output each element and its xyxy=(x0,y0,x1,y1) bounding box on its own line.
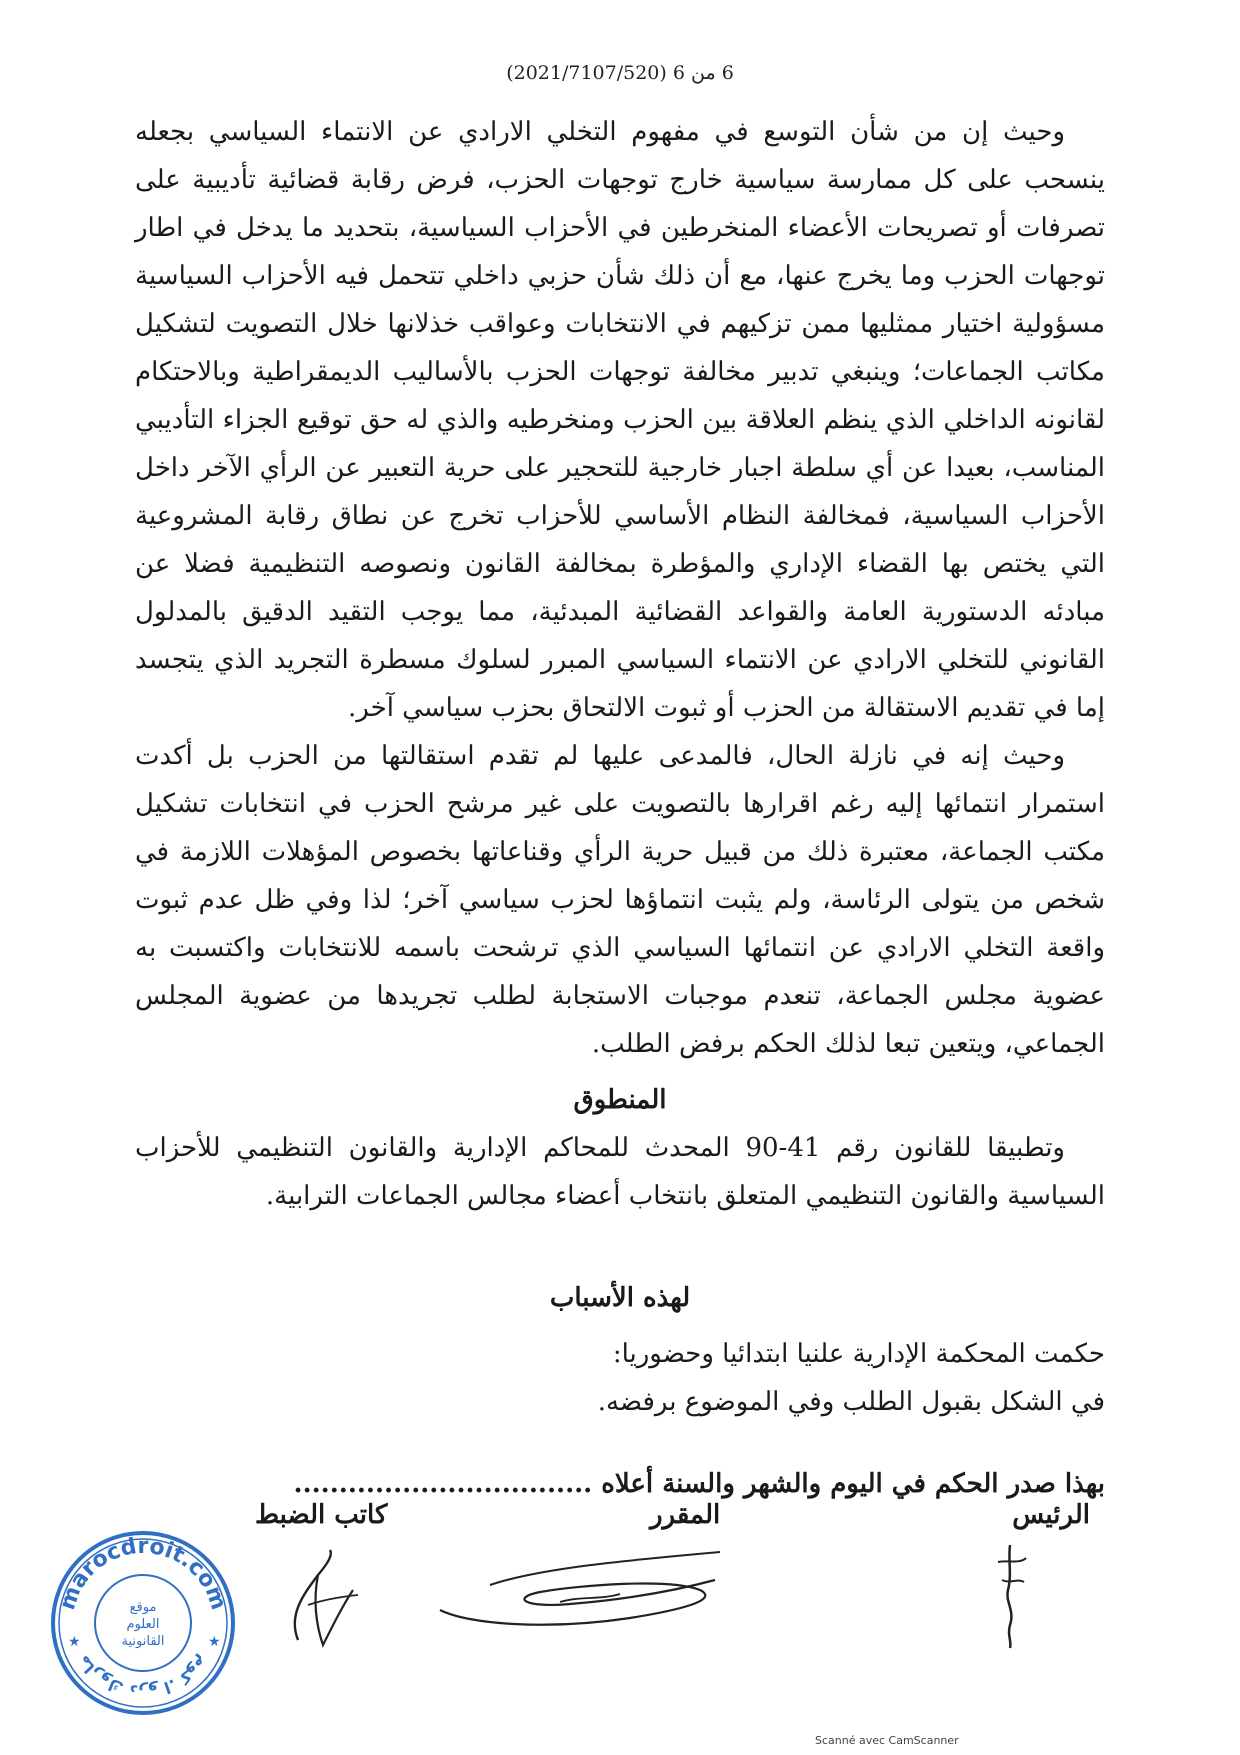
stamp-inner-line-2: العلوم xyxy=(126,1617,160,1632)
svg-text:ماروك درو ا. كوم xyxy=(73,1652,212,1701)
president-label: الرئيس xyxy=(1012,1500,1090,1530)
rapporteur-label: المقرر xyxy=(650,1500,721,1530)
ruling-block xyxy=(598,1330,1105,1426)
stamp-inner-line-1: موقع xyxy=(129,1600,157,1615)
reasoning-paragraph-2: وحيث إنه في نازلة الحال، فالمدعى عليها لم تقدم استقالتها من الحزب بل أكدت استمرار انتمائها إليه رغم اقرارها بالتصويت على غير مرشح الحزب في انتخابات تشكيل مكتب الجماعة، معتبرة ذلك من قبيل حرية الرأي وقناعاتها بخصوص المؤهلات اللازمة في شخص من يتولى الرئاسة، ولم يثبت انتماؤها لحزب سياسي آخر؛ لذا وفي ظل عدم ثبوت واقعة التخلي الارادي عن انتمائها السياسي الذي ترشحت باسمه للانتخابات واكتسبت به عضوية مجلس الجماعة، تنعدم موجبات الاستجابة لطلب تجريدها من عضوية المجلس الجماعي، ويتعين تبعا لذلك الحكم برفض الطلب. xyxy=(135,741,1105,1059)
judgment-body xyxy=(135,108,1105,1220)
reasoning-paragraph-1: وحيث إن من شأن التوسع في مفهوم التخلي الارادي عن الانتماء السياسي بجعله ينسحب على كل ممارسة سياسية خارج توجهات الحزب، فرض رقابة قضائية تأديبية على تصرفات أو تصريحات الأعضاء المنخرطين في الأحزاب السياسية، بتحديد ما يدخل في اطار توجهات الحزب وما يخرج عنها، مع أن ذلك شأن حزبي داخلي تتحمل فيه الأحزاب السياسية مسؤولية اختيار ممثليها ممن تزكيهم في الانتخابات وعواقب خذلانها خلال التصويت لتشكيل مكاتب الجماعات؛ وينبغي تدبير مخالفة توجهات الحزب بالأساليب الديمقراطية وبالاحتكام لقانونه الداخلي الذي ينظم العلاقة بين الحزب ومنخرطيه والذي له حق توقيع الجزاء التأديبي المناسب، بعيدا عن أي سلطة اجبار خارجية للتحجير على حرية التعبير عن الرأي الآخر داخل الأحزاب السياسية، فمخالفة النظام الأساسي للأحزاب تخرج عن نطاق رقابة المشروعية التي يختص بها القضاء الإداري والمؤطرة بمخالفة القانون ونصوصه التنظيمية فضلا عن مبادئه الدستورية العامة والقواعد القضائية المبدئية، مما يوجب التقيد الدقيق بالمدلول القانوني للتخلي الارادي عن الانتماء السياسي المبرر لسلوك مسطرة التجريد الذي يتجسد إما في تقديم الاستقالة من الحزب أو ثبوت الالتحاق بحزب سياسي آخر. xyxy=(135,117,1105,723)
stamp-outer-text: marocdroit.com xyxy=(55,1533,231,1614)
president-signature-icon xyxy=(980,1540,1040,1650)
issued-statement: بهذا صدر الحكم في اليوم والشهر والسنة أعلاه ................................. xyxy=(293,1469,1105,1499)
ruling-line-2: في الشكل بقبول الطلب وفي الموضوع برفضه. xyxy=(597,1387,1105,1417)
operative-heading: المنطوق xyxy=(573,1085,667,1115)
stamp-star-left-icon: ★ xyxy=(68,1634,81,1650)
page-reference: 6 من 6 (2021/7107/520) xyxy=(506,62,734,84)
stamp-outer-text-ar: ماروك درو ا. كوم xyxy=(73,1652,213,1702)
operative-text: وتطبيقا للقانون رقم 41-90 المحدث للمحاكم الإدارية والقانون التنظيمي للأحزاب السياسية والقانون التنظيمي المتعلق بانتخاب أعضاء مجالس الجماعات الترابية. xyxy=(135,1133,1105,1211)
clerk-label: كاتب الضبط xyxy=(255,1500,388,1530)
clerk-signature-icon xyxy=(278,1545,368,1655)
ruling-line-1: حكمت المحكمة الإدارية علنيا ابتدائيا وحضوريا: xyxy=(612,1339,1105,1369)
stamp-star-right-icon: ★ xyxy=(208,1634,221,1650)
stamp-seal-icon xyxy=(48,1528,238,1718)
rapporteur-signature-icon xyxy=(430,1530,730,1640)
scanner-watermark: Scanné avec CamScanner xyxy=(815,1734,959,1747)
causes-heading: لهذه الأسباب xyxy=(549,1283,691,1313)
stamp-inner-line-3: القانونية xyxy=(121,1634,165,1649)
